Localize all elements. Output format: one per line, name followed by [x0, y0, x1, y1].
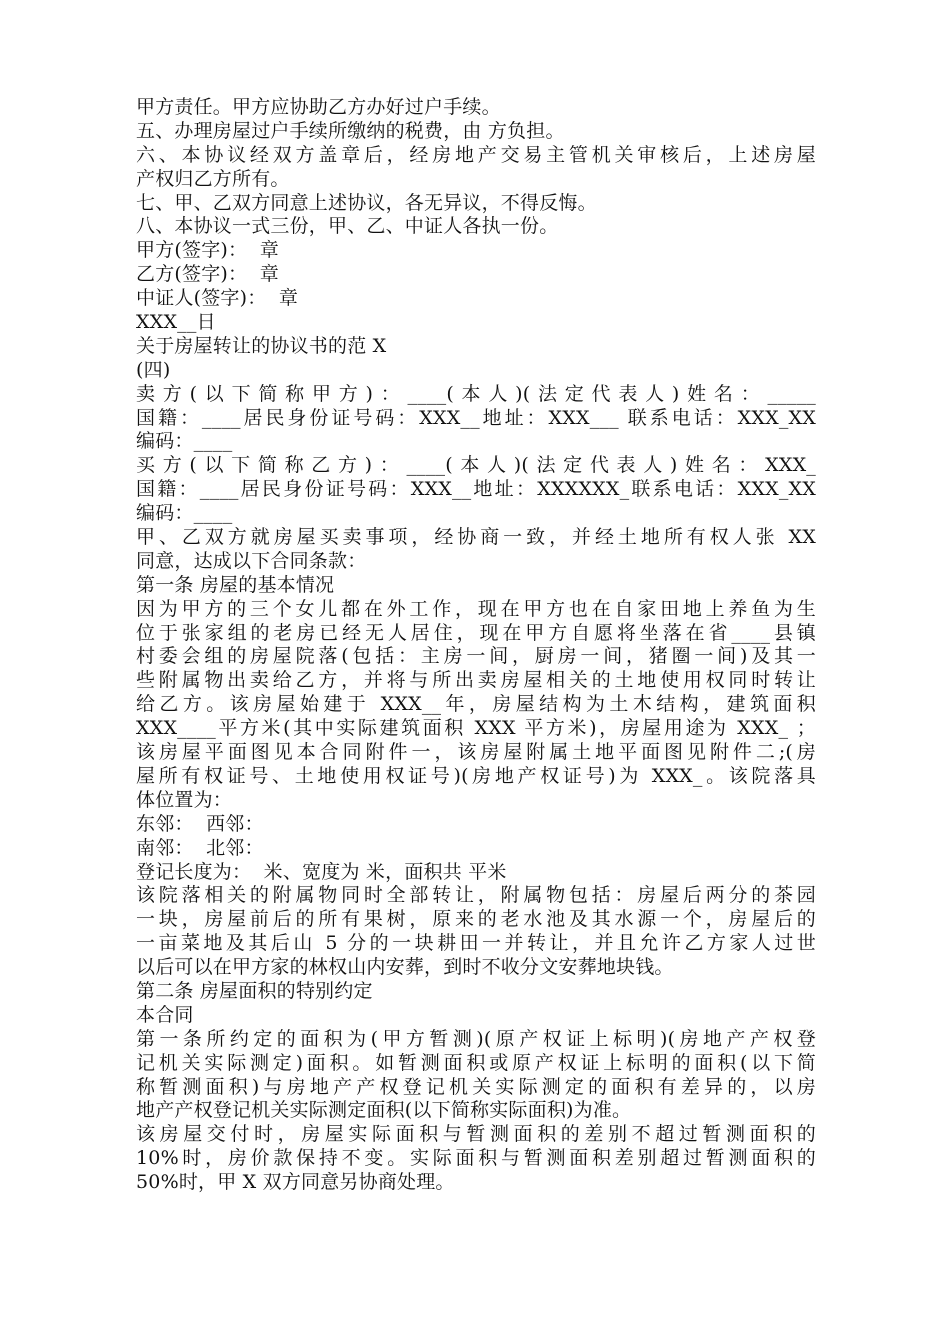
text-line: 国籍：____居民身份证号码：XXX__地址：XXXXXX_联系电话：XXX_XX — [136, 478, 816, 501]
text-line: 地产产权登记机关实际测定面积(以下简称实际面积)为准。 — [136, 1099, 632, 1122]
text-line: 第一条 房屋的基本情况 — [136, 573, 335, 596]
text-line: 八、本协议一式三份，甲、乙、中证人各执一份。 — [136, 215, 559, 238]
text-line: 第二条 房屋面积的特别约定 — [136, 979, 373, 1002]
text-line: 该房屋交付时，房屋实际面积与暂测面积的差别不超过暂测面积的 — [136, 1123, 816, 1146]
text-line: 些附属物出卖给乙方，并将与所出卖房屋相关的土地使用权同时转让 — [136, 669, 816, 692]
text-line: 买方(以下简称乙方)：____(本人)(法定代表人)姓名：XXX_ — [136, 454, 816, 477]
text-line: 以后可以在甲方家的林权山内安葬，到时不收分文安葬地块钱。 — [136, 956, 674, 979]
document-page — [136, 96, 816, 1195]
text-line: 登记长度为： 米、宽度为 米，面积共 平米 — [136, 860, 507, 883]
text-line: 乙方(签字)： 章 — [136, 263, 279, 286]
text-line: 产权归乙方所有。 — [136, 167, 290, 190]
text-line: 记机关实际测定)面积。如暂测面积或原产权证上标明的面积(以下简 — [136, 1051, 816, 1074]
text-line: 本合同 — [136, 1003, 194, 1026]
text-line: 甲方责任。甲方应协助乙方办好过户手续。 — [136, 96, 501, 118]
text-line: 关于房屋转让的协议书的范 X — [136, 334, 387, 357]
text-line: XXX____平方米(其中实际建筑面积 XXX 平方米)，房屋用途为 XXX_ ； — [136, 717, 816, 740]
text-line: 50%时，甲 X 双方同意另协商处理。 — [136, 1171, 455, 1194]
text-line: 甲方(签字)： 章 — [136, 239, 279, 262]
text-line: 屋所有权证号、土地使用权证号)(房地产权证号)为 XXX_。该院落具 — [136, 764, 816, 787]
text-line: 村委会组的房屋院落(包括：主房一间，厨房一间，猪圈一间)及其一 — [136, 645, 816, 668]
text-line: 卖方(以下简称甲方)：____(本人)(法定代表人)姓名：_____ — [136, 382, 816, 405]
text-line: 同意，达成以下合同条款： — [136, 549, 367, 572]
text-line: 南邻： 北邻： — [136, 836, 264, 859]
text-line: 中证人(签字)： 章 — [136, 287, 299, 310]
text-line: 七、甲、乙双方同意上述协议，各无异议，不得反悔。 — [136, 191, 597, 214]
text-line: 称暂测面积)与房地产产权登记机关实际测定的面积有差异的，以房 — [136, 1075, 816, 1098]
text-line: 五、办理房屋过户手续所缴纳的税费，由 方负担。 — [136, 119, 565, 142]
text-line: XXX__日 — [136, 311, 216, 334]
text-line: 编码：____ — [136, 502, 233, 525]
text-line: 体位置为： — [136, 788, 233, 811]
text-line: 一块，房屋前后的所有果树，原来的老水池及其水源一个，房屋后的 — [136, 908, 816, 931]
text-line: 该房屋平面图见本合同附件一，该房屋附属土地平面图见附件二;(房 — [136, 741, 817, 764]
text-line: 位于张家组的老房已经无人居住，现在甲方自愿将坐落在省____县镇 — [136, 621, 816, 644]
text-line: 该院落相关的附属物同时全部转让，附属物包括：房屋后两分的茶园 — [136, 884, 816, 907]
text-line: 六、本协议经双方盖章后，经房地产交易主管机关审核后，上述房屋 — [136, 143, 816, 166]
text-line: 国籍：____居民身份证号码：XXX__地址：XXX___ 联系电话：XXX_XX — [136, 406, 816, 429]
text-line: 第一条所约定的面积为(甲方暂测)(原产权证上标明)(房地产产权登 — [136, 1027, 816, 1050]
text-line: 甲、乙双方就房屋买卖事项，经协商一致，并经土地所有权人张 XX — [136, 526, 816, 549]
text-line: 一亩菜地及其后山 5 分的一块耕田一并转让，并且允许乙方家人过世 — [136, 932, 816, 955]
text-line: (四) — [136, 358, 171, 381]
text-line: 编码：____ — [136, 430, 233, 453]
text-line: 因为甲方的三个女儿都在外工作，现在甲方也在自家田地上养鱼为生 — [136, 597, 816, 620]
text-line: 东邻： 西邻： — [136, 812, 264, 835]
text-line: 给乙方。该房屋始建于 XXX__年，房屋结构为土木结构，建筑面积 — [136, 693, 816, 716]
text-line: 10%时，房价款保持不变。实际面积与暂测面积差别超过暂测面积的 — [136, 1147, 816, 1170]
